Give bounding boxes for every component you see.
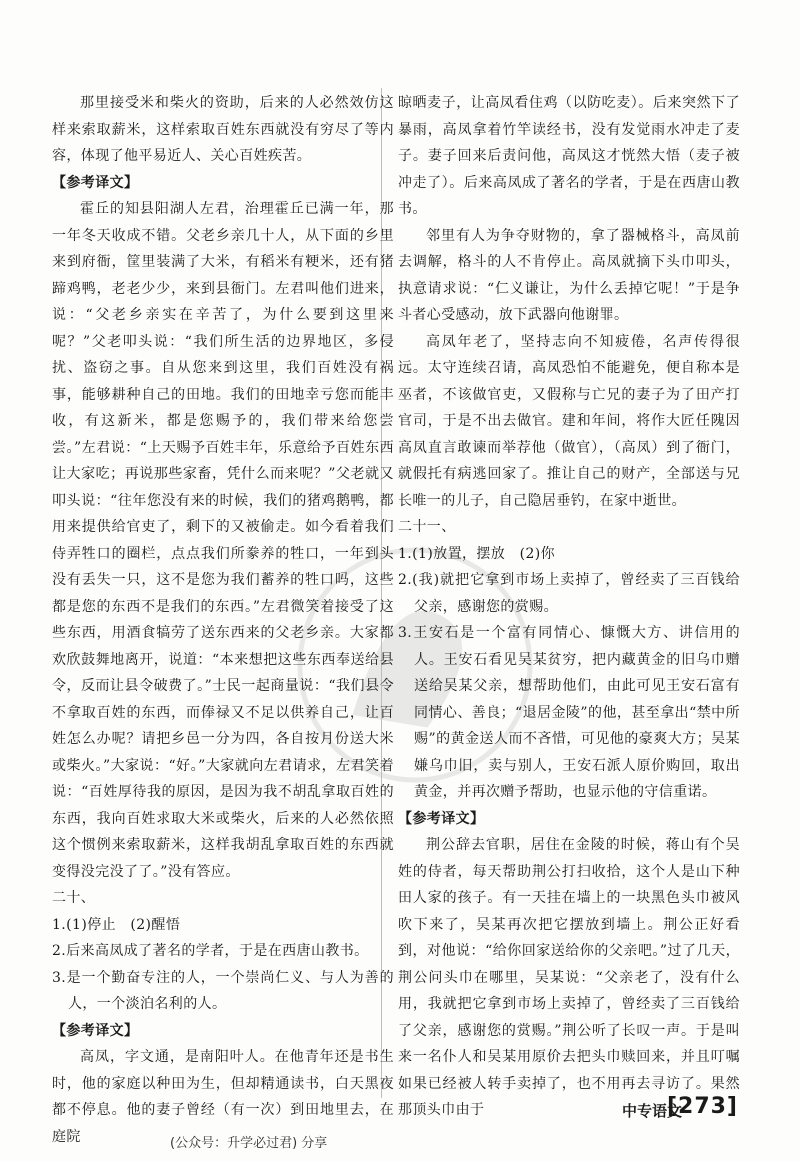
reference-translation-heading: 【参考译文】 bbox=[52, 174, 139, 191]
reference-translation-heading-3: 【参考译文】 bbox=[398, 810, 485, 827]
right-column bbox=[398, 90, 740, 1124]
section-20-answer-3: 3.是一个勤奋专注的人，一个崇尚仁义、与人为善的人，一个淡泊名利的人。 bbox=[52, 969, 394, 1012]
section-20-answer-1: 1.(1)停止 (2)醒悟 bbox=[52, 916, 181, 933]
section-21-answer-3: 3.王安石是一个富有同情心、慷慨大方、讲信用的人。王安石看见吴某贫穷，把内藏黄金的旧乌巾赠送给吴某父亲，想帮助他们，由此可见王安石富有同情心、善良；“退居金陵”的他，甚至拿出“禁中所赐”的黄金送人而不吝惜，可见他的豪爽大方；吴某嫌乌巾旧，卖与别人，王安石派人原价购回，取出黄金，并再次赠予帮助，也显示他的守信重诺。 bbox=[398, 625, 740, 800]
page-number: [273] bbox=[666, 1094, 738, 1119]
section-21-answer-2: 2.(我)就把它拿到市场上卖掉了，曾经卖了三百钱给父亲，感谢您的赏赐。 bbox=[398, 572, 740, 615]
section-20-answer-2: 2.后来高凤成了著名的学者，于是在西唐山教书。 bbox=[52, 943, 369, 959]
watermark-text: (公众号：升学必过君) 分享 bbox=[170, 1136, 328, 1151]
reference-translation-heading-2: 【参考译文】 bbox=[52, 1022, 139, 1039]
section-21-answer-1: 1.(1)放置，摆放 (2)你 bbox=[398, 545, 556, 562]
reference-translation-text: 霍丘的知县阳湖人左君，治理霍丘已满一年，那一年冬天收成不错。父老乡亲几十人，从下面的乡里来到府衙，筐里装满了大米，有稻米有粳米，还有猪蹄鸡鸭，老老少少，来到县衙门。左君叫他们进来，说：“父老乡亲实在辛苦了，为什么要到这里来呢？”父老叩头说：“我们所生活的边界地区，多侵扰、盗窃之事。自从您来到这里，我们百姓没有祸事，能够耕种自己的田地。我们的田地幸亏您而能丰收，有这新米，都是您赐予的，我们带来给您尝尝。”左君说：“上天赐予百姓丰年，乐意给予百姓东西让大家吃；再说那些家畜，凭什么而来呢？”父老就又叩头说：“往年您没有来的时候，我们的猪鸡鹅鸭，都用来提供给官吏了，剩下的又被偷走。如今看着我们侍弄牲口的圈栏，点点我们所豢养的牲口，一年到头没有丢失一只，这不是您为我们蓄养的牲口吗，这些都是您的东西不是我们的东西。”左君微笑着接受了这些东西，用酒食犒劳了送东西来的父老乡亲。大家都欢欣鼓舞地离开，说道：“本来想把这些东西奉送给县令，反而让县令破费了。”士民一起商量说：“我们县令不拿取百姓的东西，而俸禄又不足以供养自己，让百姓怎么办呢？请把乡邑一分为四，各自按月份送大米或柴火。”大家说：“好。”大家就向左君请求，左君笑着说：“百姓厚待我的原因，是因为我不胡乱拿取百姓的东西，我向百姓求取大米或柴火，后来的人必然依照这个惯例来索取薪米，这样我胡乱拿取百姓的东西就变得没完没了了。”没有答应。 bbox=[52, 201, 394, 880]
section-20-title: 二十、 bbox=[52, 890, 96, 906]
book-title-label: 中专语文 bbox=[621, 1102, 682, 1120]
left-column bbox=[52, 90, 394, 1150]
intro-paragraph: 那里接受米和柴火的资助，后来的人必然效仿这样来索取薪米，这样索取百姓东西就没有穷尽了等内容，体现了他平易近人、关心百姓疾苦。 bbox=[52, 95, 394, 164]
reference-translation-text-3: 荆公辞去官职，居住在金陵的时候，蒋山有个吴姓的侍者，每天帮助荆公打扫收拾，这个人是山下种田人家的孩子。有一天挂在墙上的一块黑色头巾被风吹下来了，吴某再次把它摆放到墙上。荆公正好看到，对他说：“给你回家送给你的父亲吧。”过了几天，荆公问头巾在哪里，吴某说：“父亲老了，没有什么用，我就把它拿到市场上卖掉了，曾经卖了三百钱给了父亲，感谢您的赏赐。”荆公听了长叹一声。于是叫来一名仆人和吴某用原价去把头巾赎回来，并且叮嘱如果已经被人转手卖掉了，也不用再去寻访了。果然那顶头巾由于 bbox=[398, 837, 740, 1118]
section-21-title: 二十一、 bbox=[398, 519, 456, 535]
translation-paragraph-3: 高凤年老了，坚持志向不知疲倦，名声传得很远。太守连续召请，高凤恐怕不能避免，便自称本是巫者，不该做官吏，又假称与亡兄的妻子为了田产打官司，于是不出去做官。建和年间，将作大匠任隗因高凤直言敢谏而举荐他（做官），（高凤）到了衙门，就假托有病逃回家了。推让自己的财产，全部送与兄长唯一的儿子，自己隐居垂钓，在家中逝世。 bbox=[398, 333, 740, 509]
translation-paragraph-2: 邻里有人为争夺财物的，拿了器械格斗，高凤前去调解，格斗的人不肯停止。高凤就摘下头巾叩头，执意请求说：“仁义谦让，为什么丢掉它呢！”于是争斗者心受感动，放下武器向他谢罪。 bbox=[398, 227, 740, 323]
continued-translation: 晾晒麦子，让高凤看住鸡（以防吃麦）。后来突然下了暴雨，高凤拿着竹竿读经书，没有发觉雨水冲走了麦子。妻子回来后责问他，高凤这才恍然大悟（麦子被冲走了）。后来高凤成了著名的学者，于是在西唐山教书。 bbox=[398, 95, 740, 217]
reference-translation-text-2: 高凤，字文通，是南阳叶人。在他青年还是书生时，他的家庭以种田为生，但却精通读书，白天黑夜都不停息。他的妻子曾经（有一次）到田地里去，在庭院 bbox=[52, 1049, 394, 1145]
